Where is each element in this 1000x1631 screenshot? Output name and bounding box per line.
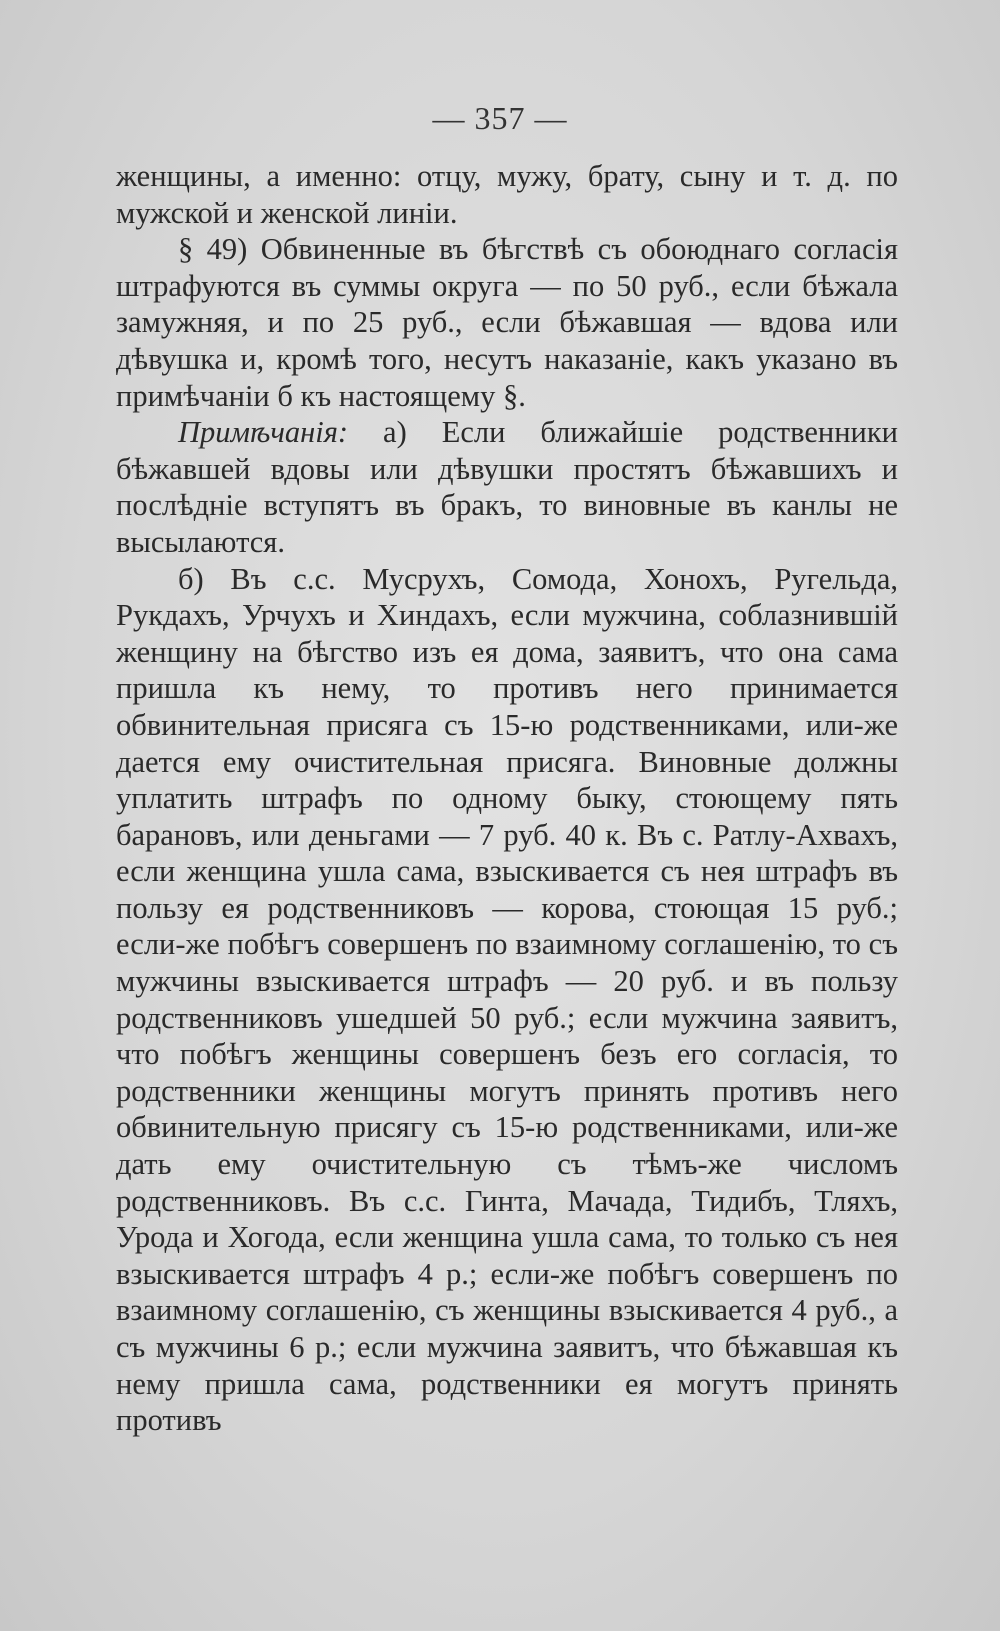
- notes-label: Примѣчанія:: [178, 415, 349, 450]
- paragraph-section-49: § 49) Обвиненные въ бѣгствѣ съ обоюднаго согласія штрафуются въ суммы округа — по 50 руб., если бѣжала замужняя, и по 25 руб., если бѣжавшая — вдова или дѣвушка и, кромѣ того, несутъ наказаніе, какъ указано въ примѣчаніи б къ настоящему §.: [116, 232, 898, 413]
- paragraph-notes-b: б) Въ с.с. Мусрухъ, Сомода, Хонохъ, Ругельда, Рукдахъ, Урчухъ и Хиндахъ, если мужчина, соблазнившій женщину на бѣгство изъ ея дома, заявитъ, что она сама пришла къ нему, то противъ него принимается обвинительная присяга съ 15-ю родственниками, или-же дается ему очистительная присяга. Виновные должны уплатить штрафъ по одному быку, стоющему пять барановъ, или деньгами — 7 руб. 40 к. Въ с. Ратлу-Ахвахъ, если женщина ушла сама, взыскивается съ нея штрафъ въ пользу ея родственниковъ — корова, стоющая 15 руб.; если-же побѣгъ совершенъ по взаимному соглашенію, то съ мужчины взыскивается штрафъ — 20 руб. и въ пользу родственниковъ ушедшей 50 руб.; если мужчина заявитъ, что побѣгъ женщины совершенъ безъ его согласія, то родственники женщины могутъ принять противъ него обвинительную присягу съ 15-ю родственниками, или-же дать ему очистительную съ тѣмъ-же числомъ родственниковъ. Въ с.с. Гинта, Мачада, Тидибъ, Тляхъ, Урода и Хогода, если женщина ушла сама, то только съ нея взыскивается штрафъ 4 р.; если-же побѣгъ совершенъ по взаимному соглашенію, съ женщины взыскивается 4 руб., а съ мужчины 6 р.; если мужчина заявитъ, что бѣжавшая къ нему пришла сама, родственники ея могутъ принять противъ: [116, 561, 898, 1438]
- body-text: [116, 158, 898, 1439]
- paragraph-continuation: женщины, а именно: отцу, мужу, брату, сыну и т. д. по мужской и женской линіи.: [116, 159, 898, 230]
- paragraph-notes-a: [116, 414, 898, 560]
- page-number: — 357 —: [432, 100, 568, 136]
- notes-a-text: а) Если ближайшіе родственники бѣжавшей вдовы или дѣвушки простятъ бѣжавшихъ и послѣдніе вступятъ въ бракъ, то виновные въ канлы не высылаются.: [116, 415, 898, 559]
